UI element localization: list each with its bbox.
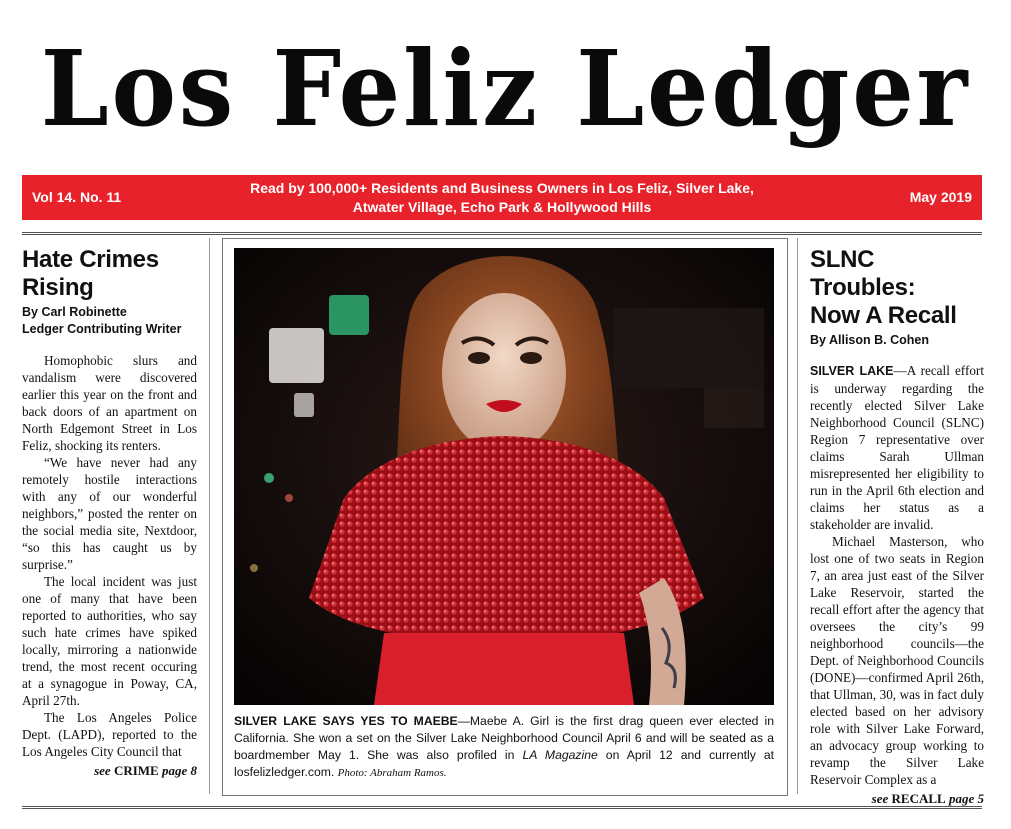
left-paragraph: The Los Angeles Police Dept. (LAPD), reported to the Los Angeles City Council that (22, 710, 197, 759)
right-article-body (810, 362, 984, 788)
right-paragraph: Michael Masterson, who lost one of two seats in Region 7, an area just east of the Silver Lake Reservoir, started the recall effort after the agency that oversees the city’s 99 neighborhood councils—the Dept. of Neighborhood Councils (DONE)—confirmed April 26th, that Ullman, 30, was in fact duly elected based on her advisory role with Silver Lake Forward, an advocacy group working to revamp the Silver Lake Reservoir Complex as a (810, 534, 984, 787)
column-divider-right (797, 238, 798, 794)
masthead-title: Los Feliz Ledger (40, 27, 971, 150)
left-paragraph: “We have never had any remotely hostile interactions with any of our wonderful neighbors,” posted the renter on the social media site, Nextdoor, “so this has caught us by surprise.” (22, 455, 197, 572)
left-headline-line-2: Rising (22, 274, 94, 301)
left-article-body (22, 352, 197, 760)
left-article (22, 246, 197, 779)
photo-credit: Photo: Abraham Ramos. (337, 767, 447, 779)
left-paragraph: Homophobic slurs and vandalism were discovered earlier this year on the front and back doors of an apartment on North Edgemont Street in Los Feliz, shocking its renters. (22, 353, 197, 453)
top-rule (22, 232, 982, 233)
left-byline (22, 304, 197, 338)
jump-see: see (94, 763, 111, 778)
top-rule-double (22, 234, 982, 235)
bottom-rule-double (22, 808, 982, 809)
issue-date: May 2019 (909, 189, 972, 205)
jump-page: page 8 (161, 763, 197, 778)
drag-queen-photo (234, 248, 774, 705)
dateline: SILVER LAKE (810, 364, 894, 378)
left-byline-name: By Carl Robinette (22, 305, 127, 319)
left-byline-title: Ledger Contributing Writer (22, 322, 182, 336)
jump-see: see (871, 791, 889, 806)
tagline-line-2: Atwater Village, Echo Park & Hollywood Hills (352, 199, 652, 215)
photo-feature (222, 238, 788, 796)
left-headline-line-1: Hate Crimes (22, 246, 159, 273)
column-divider-left (209, 238, 210, 794)
photo-caption (234, 713, 774, 782)
caption-text-1: —Maebe A. Girl is the first drag queen ever elected in California. She won a set on the Silver Lake Neighborhood Council April 6 and will be seated as a boardmember May 1. She was also profiled in (234, 714, 774, 762)
left-jump-link[interactable] (22, 763, 197, 779)
right-jump-link[interactable] (810, 791, 984, 807)
right-byline: By Allison B. Cohen (810, 333, 929, 347)
right-paragraph-text: —A recall effort is underway regarding the recently elected Silver Lake Neighborhood Council (SLNC) Region 7 representative over claims Sarah Ullman misrepresented her eligibility to run in the April 6th election and claims her status as a stakeholder are invalid. (810, 363, 984, 532)
readership-tagline (222, 179, 782, 217)
right-article (810, 246, 984, 807)
left-headline (22, 246, 197, 302)
right-headline (810, 246, 984, 330)
tagline-line-1: Read by 100,000+ Residents and Business Owners in Los Feliz, Silver Lake, (250, 180, 754, 196)
jump-section: RECALL (891, 791, 946, 806)
right-paragraph (810, 362, 984, 533)
right-headline-line-2: Now A Recall (810, 302, 957, 329)
jump-section: CRIME (113, 763, 159, 778)
caption-italic: LA Magazine (522, 748, 598, 762)
right-headline-line-1: SLNC Troubles: (810, 246, 916, 301)
left-paragraph: The local incident was just one of many that have been reported to authorities, who say such hate crimes have spiked locally, mirroring a nationwide trend, the most recent occuring at a synagogue in Poway, CA, April 27th. (22, 574, 197, 708)
caption-head: SILVER LAKE SAYS YES TO MAEBE (234, 714, 458, 728)
caption-text-2: on April 12 and currently at losfelizledger.com. (234, 748, 774, 779)
jump-page: page 5 (948, 791, 984, 806)
volume-number: Vol 14. No. 11 (32, 189, 122, 205)
header-banner (22, 175, 982, 220)
